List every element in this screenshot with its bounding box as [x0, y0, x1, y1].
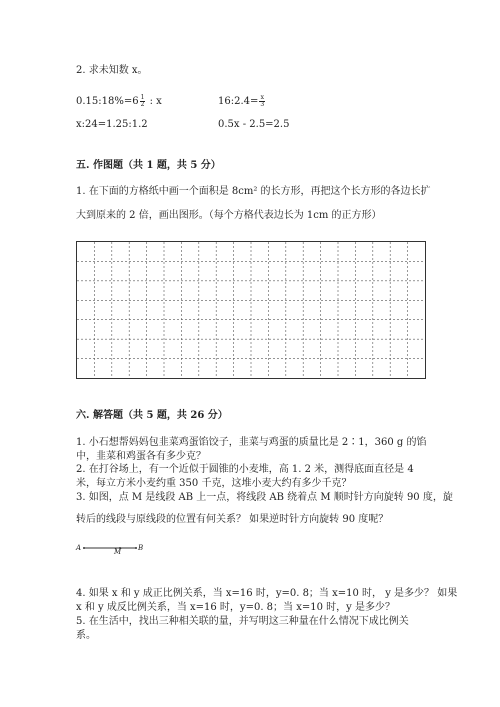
section-5-question-line-2: 大到原来的 2 倍，画出图形。（每个方格代表边长为 1cm 的正方形） — [76, 210, 382, 221]
fraction-1-denominator: 2 — [140, 101, 145, 108]
question-1-line-2: 中，韭菜和鸡蛋各有多少克？ — [76, 451, 206, 462]
point-b-label: B — [138, 544, 144, 552]
equation-2 — [218, 95, 266, 108]
fraction-1 — [140, 95, 146, 108]
equation-3: x:24=1.25:1.2 — [76, 119, 148, 130]
equation-1-right: : x — [146, 96, 162, 107]
point-a-label: A — [76, 544, 82, 552]
question-2-line-2: 米，每立方米小麦约重 350 千克，这堆小麦大约有多少千克？ — [76, 478, 352, 489]
segment-figure — [76, 540, 156, 560]
question-5-line-1: 5. 在生活中，找出三种相关联的量，并写明这三种量在什么情况下成比例关 — [76, 616, 409, 627]
question-1-line-1: 1. 小石想帮妈妈包韭菜鸡蛋馅饺子，韭菜与鸡蛋的质量比是 2∶1，360 g 的馅 — [76, 437, 427, 448]
fraction-2 — [259, 95, 265, 108]
question-4-line-2: x 和 y 成反比例关系，当 x=16 时，y=0. 8；当 x=10 时，y 是多少？ — [76, 602, 395, 613]
section-6-title: 六. 解答题（共 5 题，共 26 分） — [76, 410, 228, 421]
q2-title: 2. 求未知数 x。 — [76, 65, 148, 76]
point-b-dot — [135, 547, 137, 549]
fraction-1-numerator: 1 — [140, 94, 145, 101]
question-4-line-1: 4. 如果 x 和 y 成正比例关系，当 x=16 时，y=0. 8；当 x=10 时， y 是多少？ 如果 — [76, 588, 458, 599]
equation-1 — [76, 95, 162, 108]
question-5-line-2: 系。 — [76, 630, 96, 641]
fraction-2-denominator: 3 — [260, 101, 265, 108]
point-m-label: M — [114, 548, 122, 556]
point-a-dot — [83, 547, 85, 549]
question-3-line-1: 3. 如图，点 M 是线段 AB 上一点，将线段 AB 绕着点 M 顺时针方向旋转 90 度，旋 — [76, 492, 453, 503]
question-3-line-2: 转后的线段与原线段的位置有何关系？ 如果逆时针方向旋转 90 度呢？ — [76, 514, 389, 525]
equation-4: 0.5x - 2.5=2.5 — [218, 119, 290, 130]
fraction-2-numerator: x — [260, 94, 264, 101]
section-5-question-line-1: 1. 在下面的方格纸中画一个面积是 8cm² 的长方形，再把这个长方形的各边长扩 — [76, 186, 431, 197]
equation-2-left: 16:2.4= — [218, 96, 259, 107]
grid-lines — [77, 242, 425, 378]
grid-paper — [76, 241, 426, 379]
equation-1-left: 0.15:18%=6 — [76, 96, 139, 107]
question-2-line-1: 2. 在打谷场上，有一个近似于圆锥的小麦堆，高 1. 2 米，测得底面直径是 4 — [76, 464, 414, 475]
section-5-title: 五. 作图题（共 1 题，共 5 分） — [76, 160, 221, 171]
